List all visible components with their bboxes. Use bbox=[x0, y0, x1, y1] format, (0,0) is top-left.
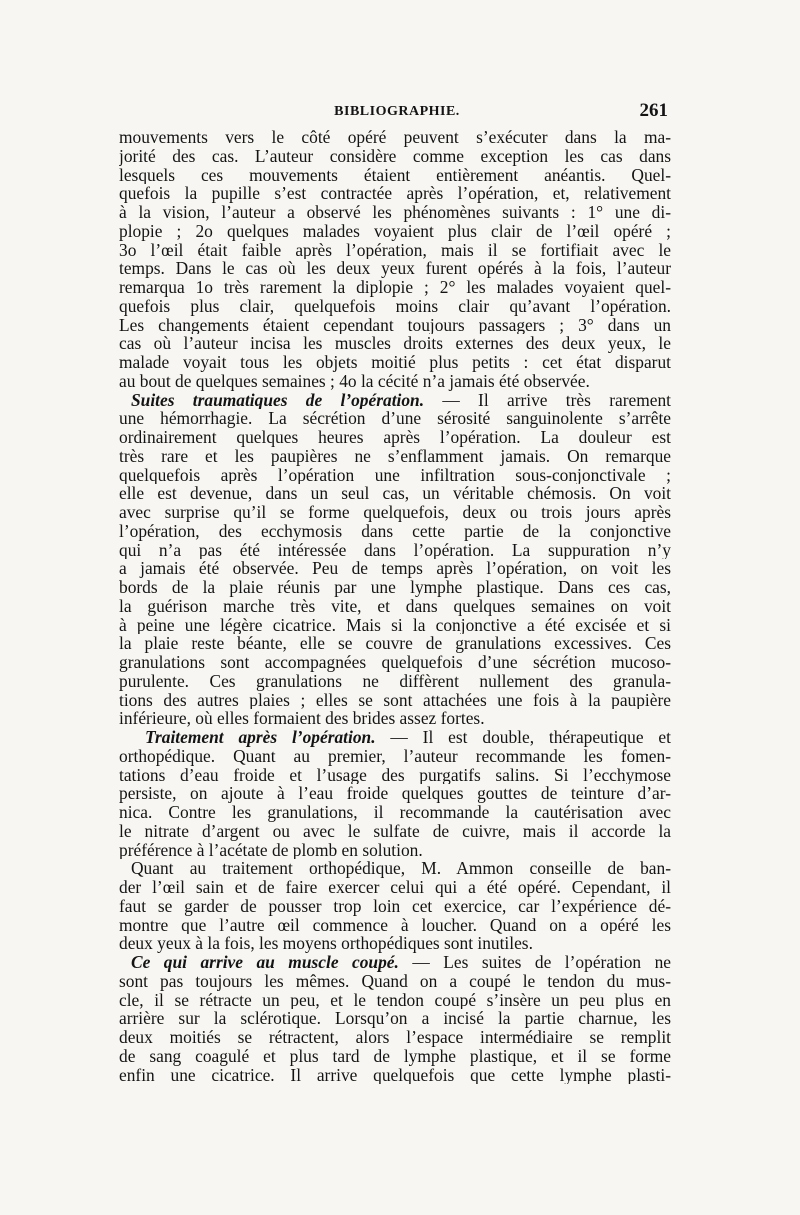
text-line bbox=[119, 334, 671, 353]
line-text: tations d’eau froide et l’usage des purgatifs salins. Si l’ecchymose bbox=[119, 765, 671, 785]
text-line bbox=[119, 559, 671, 578]
text-line bbox=[119, 1009, 671, 1028]
text-line bbox=[119, 616, 671, 635]
line-text: quefois la pupille s’est contractée après l’opération, et, relativement bbox=[119, 184, 671, 203]
text-line bbox=[119, 297, 671, 316]
text-line bbox=[119, 822, 671, 841]
text-line bbox=[119, 147, 671, 166]
line-text: très rare et les paupières ne s’enflamment jamais. On remarque bbox=[119, 446, 671, 466]
text-line bbox=[119, 166, 671, 185]
text-line bbox=[119, 428, 671, 447]
text-line bbox=[119, 184, 671, 203]
line-text: quelquefois après l’opération une infiltration sous-conjonctivale ; bbox=[119, 465, 671, 485]
text-line bbox=[119, 128, 671, 147]
line-text: remarqua 1o très rarement la diplopie ; 2° les malades voyaient quel- bbox=[119, 278, 671, 297]
text-line bbox=[119, 503, 671, 522]
line-text: avec surprise qu’il se forme quelquefois, deux ou trois jours après bbox=[119, 503, 671, 522]
line-text: la guérison marche très vite, et dans quelques semaines on voit bbox=[119, 596, 671, 616]
text-line bbox=[119, 991, 671, 1010]
body-text bbox=[119, 128, 671, 1084]
line-text: montre que l’autre œil commence à loucher. Quand on a opéré les bbox=[119, 915, 671, 935]
text-line bbox=[119, 1047, 671, 1066]
line-text: malade voyait tous les objets moitié plus petits : cet état disparut bbox=[119, 353, 671, 372]
line-text: la plaie reste béante, elle se couvre de granulations excessives. Ces bbox=[119, 634, 671, 653]
text-line bbox=[119, 934, 671, 953]
line-text: der l’œil sain et de faire exercer celui qui a été opéré. Cependant, il bbox=[119, 878, 671, 897]
line-text: Les changements étaient cependant toujours passagers ; 3° dans un bbox=[119, 315, 671, 335]
text-line bbox=[119, 691, 671, 710]
running-title: BIBLIOGRAPHIE. bbox=[334, 104, 460, 119]
line-text: plopie ; 2o quelques malades voyaient plus clair de l’œil opéré ; bbox=[119, 221, 671, 241]
text-line bbox=[119, 278, 671, 297]
line-text: mouvements vers le côté opéré peuvent s’exécuter dans la ma- bbox=[119, 128, 671, 147]
line-text: — Il est double, thérapeutique et bbox=[375, 728, 671, 747]
line-text: qui n’a pas été intéressée dans l’opération. La suppuration n’y bbox=[119, 540, 671, 560]
line-text: ordinairement quelques heures après l’opération. La douleur est bbox=[119, 428, 671, 447]
text-line bbox=[119, 709, 671, 728]
line-text: deux yeux à la fois, les moyens orthopédiques sont inutiles. bbox=[119, 934, 533, 953]
line-text: nica. Contre les granulations, il recommande la cautérisation avec bbox=[119, 803, 671, 822]
page-header bbox=[126, 100, 668, 124]
text-line bbox=[119, 447, 671, 466]
text-line bbox=[119, 353, 671, 372]
text-line bbox=[119, 634, 671, 653]
line-text: deux moitiés se rétractent, alors l’espace intermédiaire se remplit bbox=[119, 1028, 671, 1047]
text-line bbox=[119, 597, 671, 616]
text-line bbox=[119, 841, 671, 860]
line-text: sont pas toujours les mêmes. Quand on a coupé le tendon du mus- bbox=[119, 971, 671, 991]
page-number: 261 bbox=[639, 100, 668, 121]
line-text: granulations sont accompagnées quelquefois d’une sécrétion mucoso- bbox=[119, 653, 671, 672]
line-text: a jamais été observée. Peu de temps après l’opération, on voit les bbox=[119, 559, 671, 578]
text-line bbox=[119, 466, 671, 485]
text-line bbox=[119, 766, 671, 785]
line-text: Quant au traitement orthopédique, M. Ammon conseille de ban- bbox=[131, 859, 671, 878]
section-heading: Ce qui arrive au muscle coupé. bbox=[131, 953, 399, 972]
line-text: orthopédique. Quant au premier, l’auteur recommande les fomen- bbox=[119, 746, 671, 766]
text-line bbox=[119, 653, 671, 672]
text-line bbox=[119, 728, 671, 747]
text-line bbox=[119, 747, 671, 766]
text-line bbox=[119, 316, 671, 335]
text-line bbox=[119, 916, 671, 935]
line-text: quefois plus clair, quelquefois moins clair qu’avant l’opération. bbox=[119, 296, 671, 316]
line-text: préférence à l’acétate de plomb en solution. bbox=[119, 840, 423, 860]
line-text: jorité des cas. L’auteur considère comme exception les cas dans bbox=[119, 146, 671, 166]
text-line bbox=[119, 203, 671, 222]
line-text: — Les suites de l’opération ne bbox=[398, 953, 671, 972]
section-heading: Traitement après l’opération. bbox=[145, 728, 376, 747]
text-line bbox=[119, 672, 671, 691]
line-text: à la vision, l’auteur a observé les phénomènes suivants : 1° une di- bbox=[119, 203, 671, 222]
text-line bbox=[119, 241, 671, 260]
line-text: faut se garder de pousser trop loin cet exercice, car l’expérience dé- bbox=[119, 896, 671, 916]
line-text: elle est devenue, dans un seul cas, un véritable chémosis. On voit bbox=[119, 484, 671, 503]
line-text: temps. Dans le cas où les deux yeux furent opérés à la fois, l’auteur bbox=[119, 259, 671, 278]
line-text: enfin une cicatrice. Il arrive quelquefois que cette lymphe plasti- bbox=[119, 1065, 671, 1085]
line-text: l’opération, des ecchymosis dans cette partie de la conjonctive bbox=[119, 521, 671, 541]
text-line bbox=[119, 897, 671, 916]
line-text: inférieure, où elles formaient des brides assez fortes. bbox=[119, 709, 485, 728]
text-line bbox=[119, 222, 671, 241]
section-heading: Suites traumatiques de l’opération. bbox=[131, 390, 425, 410]
line-text: cas où l’auteur incisa les muscles droits externes des deux yeux, le bbox=[119, 334, 671, 353]
line-text: purulente. Ces granulations ne diffèrent nullement des granula- bbox=[119, 671, 671, 691]
line-text: au bout de quelques semaines ; 4o la cécité n’a jamais été observée. bbox=[119, 371, 590, 391]
line-text: de sang coagulé et plus tard de lymphe plastique, et il se forme bbox=[119, 1046, 671, 1066]
line-text: le nitrate d’argent ou avec le sulfate de cuivre, mais il accorde la bbox=[119, 821, 671, 841]
text-line bbox=[119, 391, 671, 410]
text-line bbox=[119, 953, 671, 972]
text-line bbox=[119, 1066, 671, 1085]
line-text: cle, il se rétracte un peu, et le tendon coupé s’insère un peu plus en bbox=[119, 990, 671, 1010]
text-line bbox=[119, 859, 671, 878]
line-text: persiste, on ajoute à l’eau froide quelques gouttes de teinture d’ar- bbox=[119, 784, 671, 803]
line-text: 3o l’œil était faible après l’opération, mais il se fortifiait avec le bbox=[119, 240, 671, 260]
line-text: lesquels ces mouvements étaient entièrement anéantis. Quel- bbox=[119, 165, 671, 185]
text-line bbox=[119, 784, 671, 803]
line-text: — Il arrive très rarement bbox=[424, 390, 671, 410]
line-text: arrière sur la sclérotique. Lorsqu’on a incisé la partie charnue, les bbox=[119, 1009, 671, 1028]
line-text: à peine une légère cicatrice. Mais si la conjonctive a été excisée et si bbox=[119, 615, 671, 635]
text-line bbox=[119, 578, 671, 597]
text-line bbox=[119, 541, 671, 560]
line-text: bords de la plaie réunis par une lymphe plastique. Dans ces cas, bbox=[119, 578, 671, 597]
text-line bbox=[119, 522, 671, 541]
text-line bbox=[119, 484, 671, 503]
line-text: une hémorrhagie. La sécrétion d’une sérosité sanguinolente s’arrête bbox=[119, 409, 671, 428]
text-line bbox=[119, 972, 671, 991]
text-line bbox=[119, 372, 671, 391]
text-line bbox=[119, 259, 671, 278]
text-line bbox=[119, 409, 671, 428]
line-text: tions des autres plaies ; elles se sont attachées une fois à la paupière bbox=[119, 690, 671, 710]
text-line bbox=[119, 803, 671, 822]
text-line bbox=[119, 878, 671, 897]
text-line bbox=[119, 1028, 671, 1047]
